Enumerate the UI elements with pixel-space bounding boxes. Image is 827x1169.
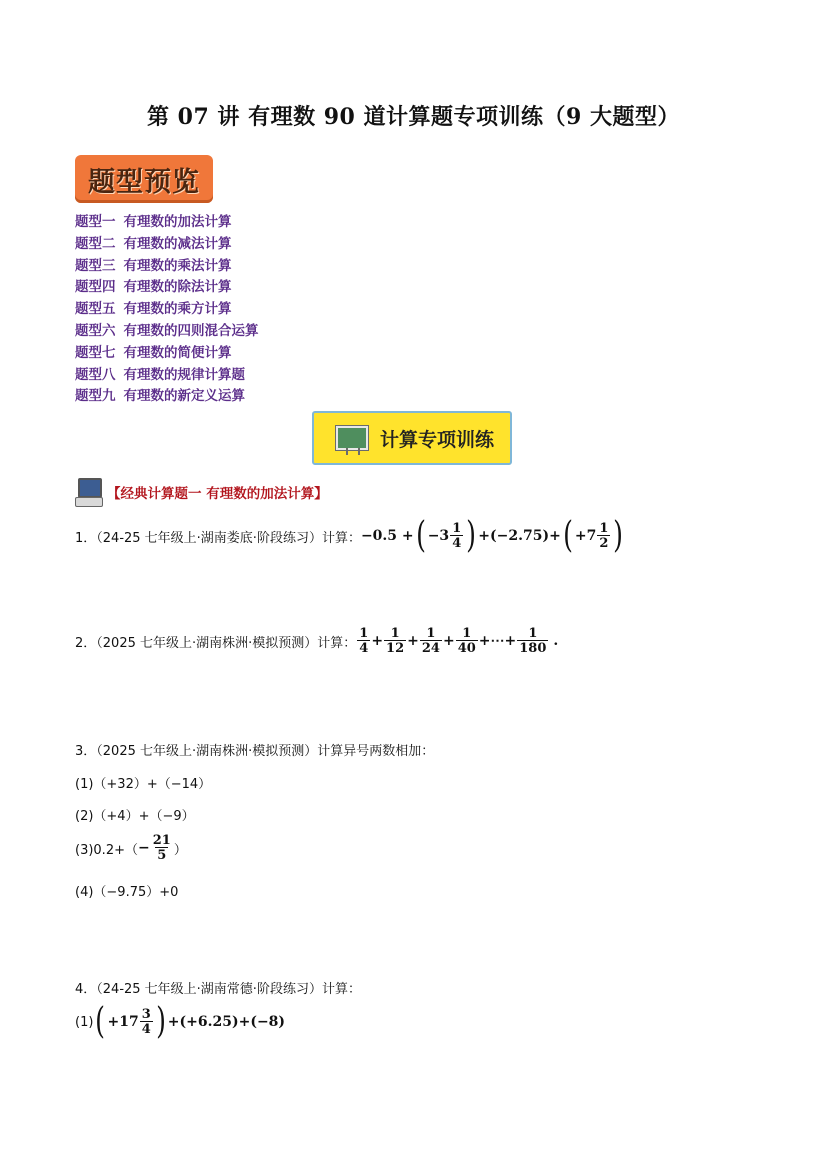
question-1-expression: −0.5 + ( −3 $\frac{1}{4}$ ) + (−2.75) + ( +7 $\frac{1}{2}$ )	[360, 515, 624, 556]
toc-item[interactable]: 题型五 有理数的乘方计算	[75, 301, 232, 318]
banner-label: 计算专项训练	[380, 428, 495, 451]
question-4: 4．（24-25 七年级上·湖南常德·阶段练习）计算：	[75, 982, 361, 997]
question-2-expression: $\frac{1}{4}$ + $\frac{1}{12}$ + $\frac{1}{24}$ + $\frac{1}{40}$ +⋯+ $\frac{1}{180}$ .	[359, 626, 559, 656]
training-banner	[312, 411, 512, 465]
question-3-part-2: (2)（+4）+（−9）	[75, 809, 195, 824]
toc-item[interactable]: 题型二 有理数的减法计算	[75, 235, 232, 252]
toc-item[interactable]: 题型九 有理数的新定义运算	[75, 388, 245, 405]
question-3-part-3: (3)0.2+（ − $\frac{21}{5}$ ）	[75, 833, 187, 863]
question-3-part-1: (1)（+32）+（−14）	[75, 777, 212, 792]
computer-icon	[75, 478, 101, 506]
blackboard-icon	[336, 426, 368, 450]
toc-list	[75, 212, 259, 408]
toc-item[interactable]: 题型六 有理数的四则混合运算	[75, 322, 259, 339]
question-2	[75, 627, 558, 655]
page-title: 第 07 讲 有理数 90 道计算题专项训练（9 大题型）	[147, 104, 680, 130]
toc-item[interactable]: 题型一 有理数的加法计算	[75, 214, 232, 230]
badge-label: 题型预览	[88, 166, 200, 198]
toc-item[interactable]: 题型四 有理数的除法计算	[75, 279, 232, 296]
section-heading	[75, 478, 328, 506]
question-2-prefix: 2．（2025 七年级上·湖南株洲·模拟预测）计算：	[75, 635, 357, 651]
section-title: 【经典计算题一 有理数的加法计算】	[107, 486, 328, 502]
toc-item[interactable]: 题型八 有理数的规律计算题	[75, 366, 245, 383]
question-1	[75, 515, 625, 556]
question-4-part-1: (1) ( +17 $\frac{3}{4}$ ) + (+6.25) + (−8)	[75, 1001, 286, 1042]
toc-item[interactable]: 题型三 有理数的乘法计算	[75, 257, 232, 274]
question-1-prefix: 1．（24-25 七年级上·湖南娄底·阶段练习）计算：	[75, 530, 361, 546]
toc-item[interactable]: 题型七 有理数的简便计算	[75, 344, 232, 361]
question-3-part-4: (4)（−9.75）+0	[75, 885, 179, 900]
question-3: 3．（2025 七年级上·湖南株洲·模拟预测）计算异号两数相加：	[75, 744, 435, 759]
section-badge	[75, 155, 213, 203]
